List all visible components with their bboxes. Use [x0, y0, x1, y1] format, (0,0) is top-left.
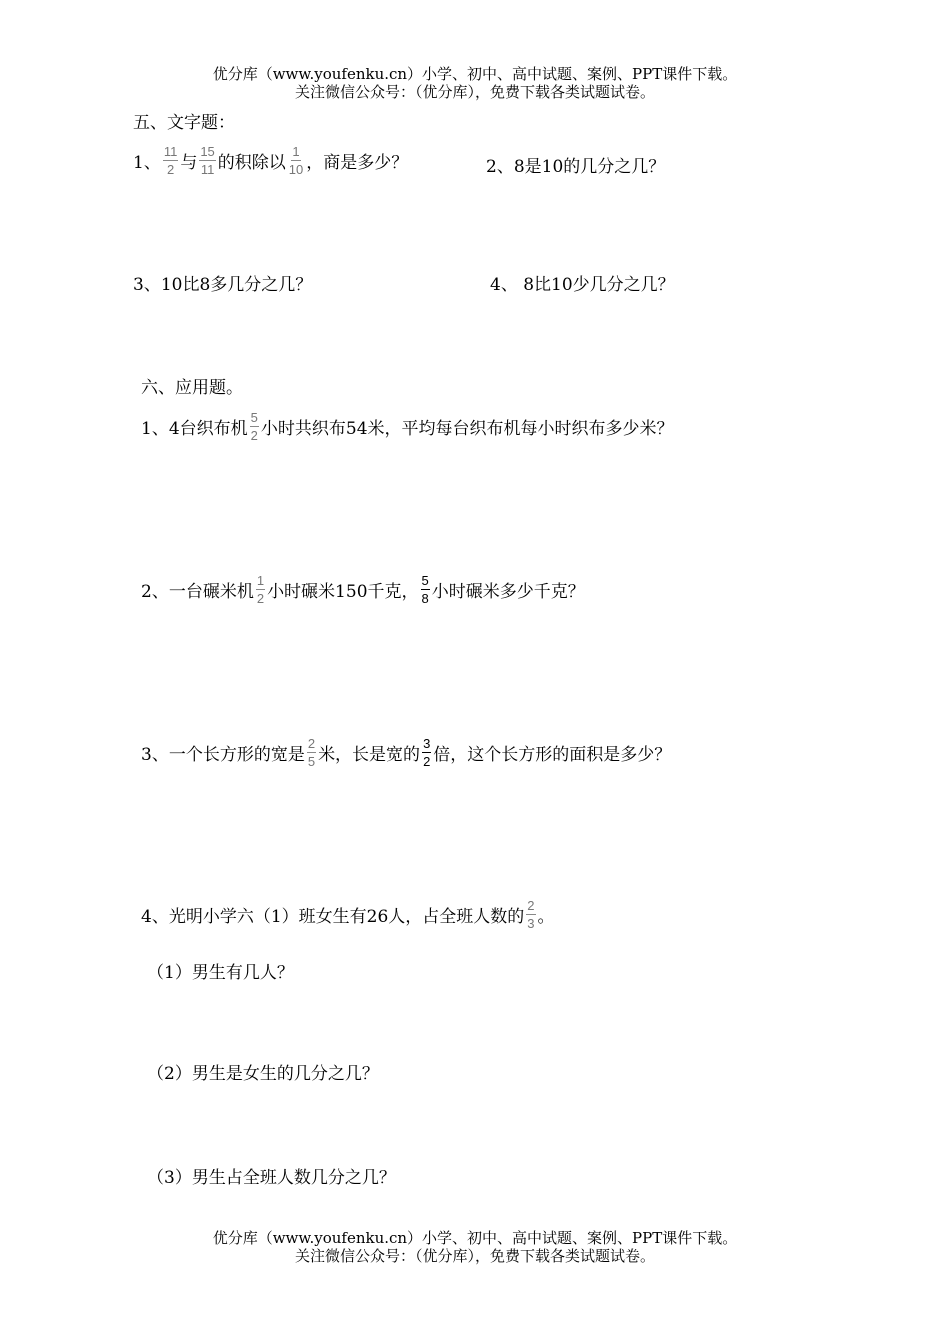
fraction-numerator: 5: [421, 573, 429, 588]
s5-q1-text-1: 与: [180, 153, 198, 173]
section-6-title: 六、应用题。: [141, 378, 243, 398]
s5-q1-text-2: 的积除以: [217, 153, 286, 173]
fraction-denominator: 2: [250, 428, 258, 443]
footer-line-1: 优分库（www.youfenku.cn）小学、初中、高中试题、案例、PPT课件下载。: [212, 1229, 738, 1247]
fraction-5-8: [421, 573, 430, 606]
fraction-1-2: [256, 573, 265, 606]
fraction-denominator: 5: [307, 754, 316, 769]
s5-q1-prefix: 1、: [133, 153, 161, 173]
s6-q3-text-c: 倍，这个长方形的面积是多少？: [433, 745, 672, 765]
fraction-denominator: 10: [288, 162, 304, 177]
fraction-denominator: 8: [421, 591, 429, 606]
s6-q4-text-a: 4、光明小学六（1）班女生有26人，占全班人数的: [141, 907, 525, 927]
fraction-numerator: 15: [200, 144, 215, 159]
fraction-numerator: 11: [163, 144, 178, 159]
s6-q1-text-b: 小时共织布54米，平均每台织布机每小时织布多少米？: [260, 419, 674, 439]
fraction-15-11: [199, 144, 215, 177]
s6-question-2: [141, 573, 585, 606]
s5-q1-text-3: ，商是多少？: [306, 153, 409, 173]
header-line-1: 优分库（www.youfenku.cn）小学、初中、高中试题、案例、PPT课件下载。: [212, 65, 738, 83]
fraction-numerator: 2: [527, 898, 535, 913]
footer-line-2: 关注微信公众号：（优分库），免费下载各类试题试卷。: [294, 1247, 655, 1265]
fraction-5-2: [250, 410, 259, 443]
fraction-denominator: 3: [527, 916, 535, 931]
s6-q2-text-a: 2、一台碾米机: [141, 582, 254, 602]
fraction-denominator: 2: [423, 754, 431, 769]
s5-question-1: [133, 144, 408, 177]
s6-q2-text-c: 小时碾米多少千克？: [431, 582, 585, 602]
fraction-3-2: [422, 736, 431, 769]
fraction-denominator: 2: [256, 591, 265, 606]
s5-question-4: 4、 8比10少几分之几？: [490, 275, 675, 295]
fraction-numerator: 1: [292, 144, 300, 159]
s6-q3-text-a: 3、一个长方形的宽是: [141, 745, 305, 765]
s6-sub-question-3: （3）男生占全班人数几分之几？: [147, 1168, 396, 1188]
fraction-numerator: 3: [423, 736, 431, 751]
s5-question-3: 3、10比8多几分之几？: [133, 275, 313, 295]
fraction-2-3: [526, 898, 535, 931]
section-5-title: 五、文字题：: [133, 113, 235, 133]
fraction-denominator: 11: [200, 162, 215, 177]
s6-q1-text-a: 1、4台织布机: [141, 419, 248, 439]
header-line-2: 关注微信公众号：（优分库），免费下载各类试题试卷。: [294, 83, 655, 101]
fraction-denominator: 2: [166, 162, 175, 177]
fraction-2-5: [307, 736, 316, 769]
fraction-numerator: 1: [256, 573, 265, 588]
s5-question-2: 2、8是10的几分之几？: [486, 157, 666, 177]
fraction-11-2: [163, 144, 179, 177]
s6-q2-text-b: 小时碾米150千克，: [267, 582, 419, 602]
s6-question-3: [141, 736, 671, 769]
fraction-numerator: 2: [307, 736, 316, 751]
s6-question-1: [141, 410, 674, 443]
s6-question-4: [141, 898, 555, 931]
s6-q4-text-b: 。: [537, 907, 555, 927]
s6-q3-text-b: 米，长是宽的: [318, 745, 421, 765]
fraction-numerator: 5: [250, 410, 258, 425]
fraction-1-10: [288, 144, 304, 177]
s6-sub-question-1: （1）男生有几人？: [147, 963, 294, 983]
s6-sub-question-2: （2）男生是女生的几分之几？: [147, 1064, 379, 1084]
